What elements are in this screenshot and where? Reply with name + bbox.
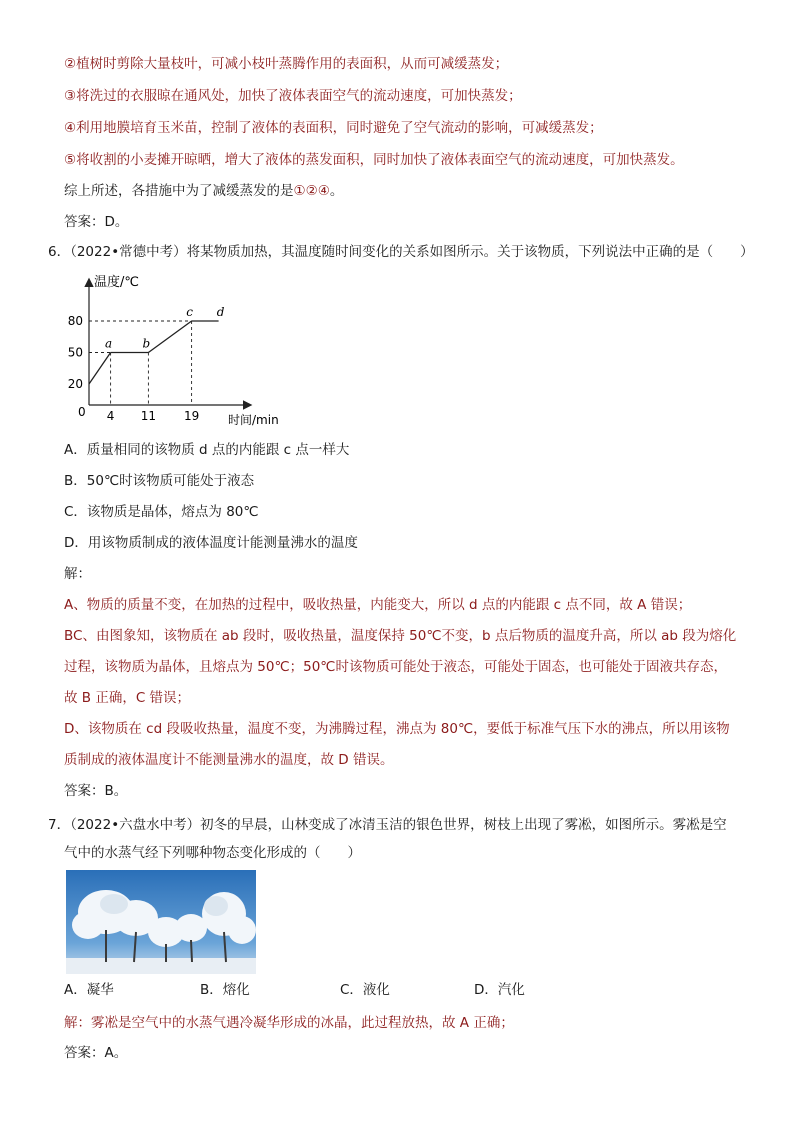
- q6-option-c: C．该物质是晶体，熔点为 80℃: [64, 504, 259, 520]
- y-tick-label: 50: [67, 345, 83, 360]
- x-tick-label: 4: [106, 409, 115, 423]
- point-label-a: a: [105, 336, 113, 351]
- q6-option-a: A．质量相同的该物质 d 点的内能跟 c 点一样大: [64, 442, 350, 458]
- q6-stem: 6．（2022•常德中考）将某物质加热，其温度随时间变化的关系如图所示。关于该物质，下列说法中正确的是（ ）: [48, 244, 754, 260]
- q6-solution-d-2: 质制成的液体温度计不能测量沸水的温度，故 D 错误。: [64, 752, 394, 768]
- q7-stem-line2: 气中的水蒸气经下列哪种物态变化形成的（ ）: [64, 845, 361, 861]
- q6-solution-bc-3: 故 B 正确，C 错误；: [64, 690, 191, 706]
- point-label-d: d: [216, 305, 225, 319]
- q6-option-d: D．用该物质制成的液体温度计能测量沸水的温度: [64, 535, 358, 551]
- q7-option-d: D．汽化: [474, 982, 525, 998]
- x-tick-label: 19: [183, 409, 200, 423]
- q6-solution-label: 解：: [64, 566, 91, 582]
- q7-solution: 解：雾凇是空气中的水蒸气遇冷凝华形成的冰晶，此过程放热，故 A 正确；: [64, 1015, 514, 1031]
- point-label-c: c: [186, 305, 193, 319]
- q7-option-a: A．凝华: [64, 982, 114, 998]
- origin-label: 0: [78, 405, 86, 419]
- q6-solution-bc-2: 过程，该物质为晶体，且熔点为 50℃；50℃时该物质可能处于液态，可能处于固态，也可能处于固液共存态，: [64, 659, 727, 675]
- curve-segment: [148, 321, 191, 353]
- summary-line: [64, 181, 343, 201]
- y-tick-label: 20: [67, 377, 83, 391]
- line-5: ⑤将收割的小麦摊开晾晒，增大了液体的蒸发面积，同时加快了液体表面空气的流动速度，可加快蒸发。: [64, 152, 684, 168]
- q6-solution-bc-1: BC、由图象知，该物质在 ab 段时，吸收热量，温度保持 50℃不变，b 点后物质的温度升高，所以 ab 段为熔化: [64, 628, 737, 644]
- summary-answer: ①②④: [293, 183, 330, 199]
- summary-suffix: 。: [329, 183, 344, 199]
- line-3: ③将洗过的衣服晾在通风处，加快了液体表面空气的流动速度，可加快蒸发；: [64, 88, 522, 104]
- point-label-b: b: [142, 336, 151, 351]
- y-tick-label: 80: [67, 314, 83, 328]
- line-4: ④利用地膜培育玉米苗，控制了液体的表面积，同时避免了空气流动的影响，可减缓蒸发；: [64, 120, 603, 136]
- answer-5: 答案：D。: [64, 214, 129, 230]
- temperature-time-graph: [60, 268, 300, 433]
- x-tick-label: 11: [140, 409, 157, 423]
- x-axis-label: 时间/min: [228, 413, 279, 427]
- curve-segment: [89, 353, 111, 385]
- q7-option-c: C．液化: [340, 982, 390, 998]
- y-axis-label: 温度/℃: [94, 275, 139, 290]
- q6-solution-a: A、物质的质量不变，在加热的过程中，吸收热量，内能变大，所以 d 点的内能跟 c 点不同，故 A 错误；: [64, 597, 692, 613]
- q6-option-b: B．50℃时该物质可能处于液态: [64, 473, 255, 489]
- q7-answer: 答案：A。: [64, 1045, 128, 1061]
- summary-prefix: 综上所述，各措施中为了减缓蒸发的是: [64, 183, 294, 199]
- q7-option-b: B．熔化: [200, 982, 250, 998]
- q6-answer: 答案：B。: [64, 783, 128, 799]
- line-2: ②植树时剪除大量枝叶，可减小枝叶蒸腾作用的表面积，从而可减缓蒸发；: [64, 56, 509, 72]
- q6-solution-d-1: D、该物质在 cd 段吸收热量，温度不变，为沸腾过程，沸点为 80℃，要低于标准气压下水的沸点，所以用该物: [64, 721, 730, 737]
- rime-trees-photo: [66, 870, 256, 974]
- q7-stem-line1: 7．（2022•六盘水中考）初冬的早晨，山林变成了冰清玉洁的银色世界，树枝上出现了雾凇，如图所示。雾凇是空: [48, 817, 727, 833]
